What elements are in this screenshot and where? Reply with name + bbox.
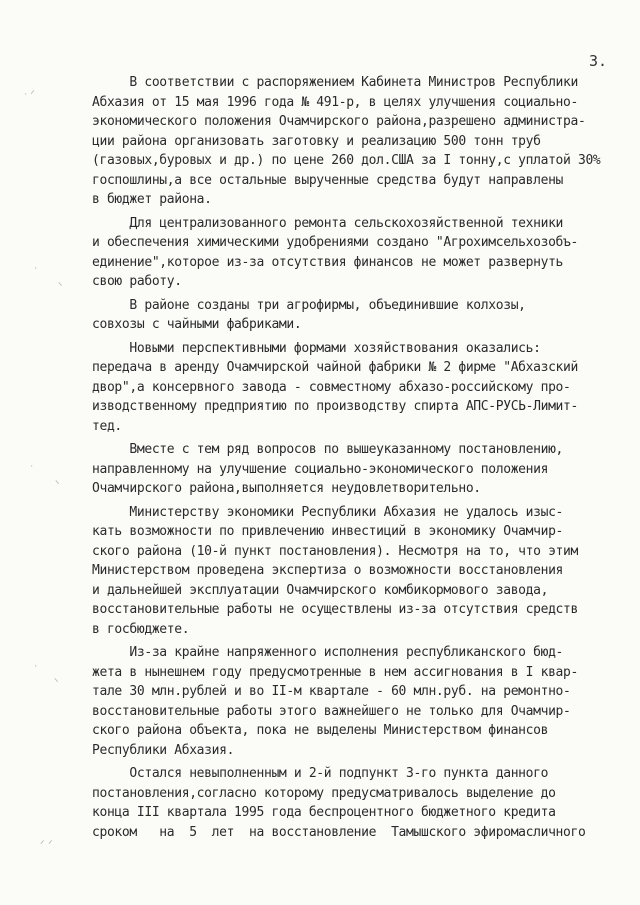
- text-line: двор",а консервного завода - совместному абхазо-российскому про-: [92, 379, 571, 395]
- text-line: Для централизованного ремонта сельскохозяйственной техники: [92, 215, 564, 231]
- text-line: передача в аренду Очамчирской чайной фабрики № 2 фирме "Абхазский: [92, 360, 578, 375]
- text-line: Очамчирского района,выполняется неудовлетворительно.: [92, 481, 481, 496]
- text-line: Абхазия от 15 мая 1996 года № 491-р, в целях улучшения социально-: [92, 94, 578, 110]
- paragraph: [92, 339, 628, 437]
- text-line: постановления,согласно которому предусматривалось выделение до: [92, 785, 556, 801]
- text-line: и дальнейшей эксплуатации Очамчирского комбикормового завода,: [92, 582, 549, 598]
- text-line: сроком на 5 лет на восстановление Тамышского эфиромасличного: [92, 824, 586, 840]
- margin-mark: ᐧ: [34, 262, 37, 275]
- text-line: свою работу.: [92, 274, 182, 289]
- text-line: направленному на улучшение социально-экономического положения: [92, 461, 549, 477]
- page-number: 3.: [589, 52, 608, 70]
- text-line: Из-за крайне напряженного исполнения республиканского бюд-: [92, 645, 564, 660]
- text-line: Новыми перспективными формами хозяйствования оказались:: [92, 340, 541, 356]
- margin-mark: ᐠ: [58, 280, 63, 293]
- text-line: В районе созданы три агрофирмы, объединившие колхозы,: [92, 297, 526, 313]
- margin-mark: ᐧ ᐟ: [24, 88, 35, 101]
- paragraph: [92, 214, 628, 292]
- text-line: Министерством проведена экспертиза о возможности восстановления: [92, 563, 564, 578]
- text-line: тале 30 млн.рублей и во II-м квартале - 60 млн.руб. на ремонтно-: [92, 684, 571, 699]
- text-line: Республики Абхазия.: [92, 742, 235, 758]
- text-line: ского района (10-й пункт постановления). Несмотря на то, что этим: [92, 543, 578, 559]
- margin-mark: ᐧ: [30, 460, 33, 473]
- margin-mark: ᐠ: [55, 478, 60, 491]
- text-line: конца III квартала 1995 года беспроцентного бюджетного кредита: [92, 805, 556, 820]
- paragraph: [92, 440, 628, 499]
- text-line: (газовых,буровых и др.) по цене 260 дол.США за I тонну,с уплатой 30%: [92, 153, 601, 168]
- paragraph: [92, 643, 628, 760]
- text-line: в бюджет района.: [92, 192, 212, 207]
- text-line: жета в нынешнем году предусмотренные в нем ассигнования в I квар-: [92, 664, 578, 680]
- text-line: единение",которое из-за отсутствия финансов не может развернуть: [92, 254, 564, 270]
- text-line: и обеспечения химическими удобрениями создано "Агрохимсельхозобъ-: [92, 235, 578, 250]
- text-line: совхозы с чайными фабриками.: [92, 317, 302, 332]
- text-line: Министерству экономики Республики Абхазия не удалось изыс-: [92, 504, 564, 520]
- text-line: Остался невыполненным и 2-й подпункт 3-го пункта данного: [92, 766, 549, 781]
- text-line: ского района объекта, пока не выделены Министерством финансов: [92, 723, 549, 738]
- text-line: восстановительные работы этого важнейшего не только для Очамчир-: [92, 703, 571, 719]
- margin-mark: ᐧ: [34, 660, 37, 673]
- text-line: тед.: [92, 418, 122, 434]
- document-body: [92, 73, 628, 842]
- margin-mark: ᐟ ᐟ: [40, 838, 53, 851]
- text-line: восстановительные работы не осуществлены из-за отсутствия средств: [92, 602, 578, 617]
- paragraph: [92, 73, 628, 210]
- paragraph: [92, 296, 628, 335]
- text-line: изводственному предприятию по производству спирта АПС-РУСЬ-Лимит-: [92, 399, 578, 414]
- paragraph: [92, 764, 628, 842]
- text-line: в госбюджете.: [92, 621, 190, 637]
- text-line: Вместе с тем ряд вопросов по вышеуказанному постановлению,: [92, 442, 564, 457]
- text-line: госпошлины,а все остальные вырученные средства будут направлены: [92, 172, 564, 188]
- text-line: В соответствии с распоряжением Кабинета Министров Республики: [92, 75, 578, 90]
- margin-mark: ᐠ: [54, 676, 59, 689]
- paragraph: [92, 503, 628, 640]
- text-line: кать возможности по привлечению инвестиций в экономику Очамчир-: [92, 524, 564, 539]
- text-line: ции района организовать заготовку и реализацию 500 тонн труб: [92, 133, 541, 149]
- text-line: экономического положения Очамчирского района,разрешено администра-: [92, 114, 586, 129]
